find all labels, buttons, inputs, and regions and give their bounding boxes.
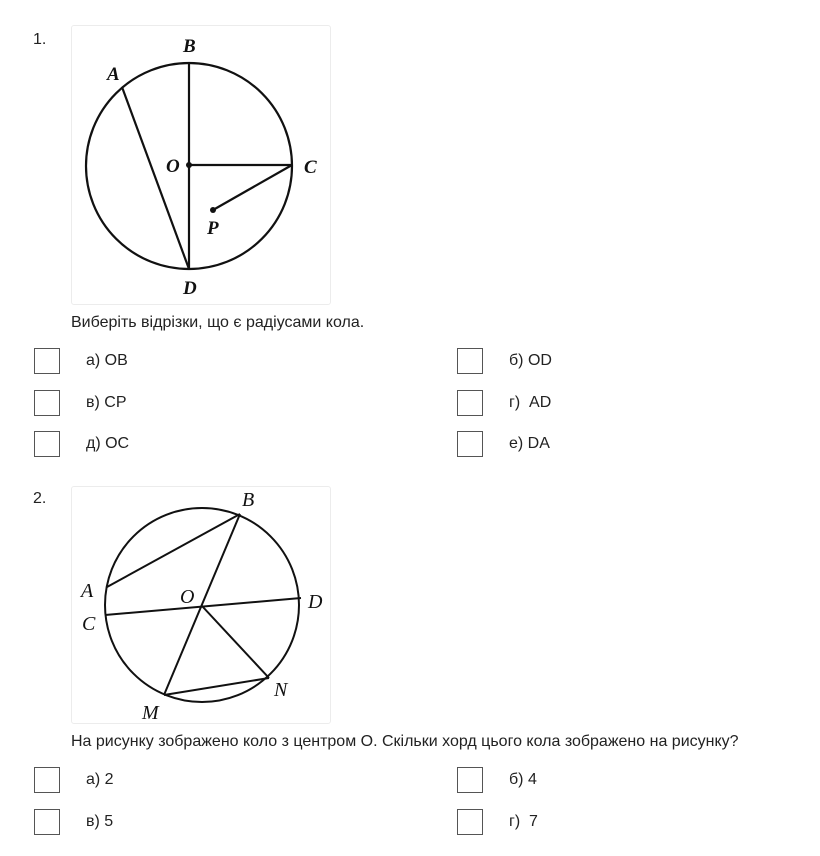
question-2-option-v[interactable]: [34, 809, 113, 835]
question-2-figure: [71, 486, 331, 724]
checkbox[interactable]: [34, 767, 60, 793]
question-2-prompt: На рисунку зображено коло з центром О. Скільки хорд цього кола зображено на рисунку?: [71, 733, 739, 750]
chord-ab: [107, 514, 240, 587]
question-2-number: 2.: [33, 490, 47, 507]
segment-cp: [213, 165, 292, 210]
checkbox[interactable]: [34, 431, 60, 457]
question-2-option-g[interactable]: [457, 809, 538, 835]
question-1-option-a[interactable]: [34, 348, 128, 374]
question-1-option-e[interactable]: [457, 431, 550, 457]
question-1-option-g[interactable]: [457, 390, 551, 416]
label-b: B: [183, 36, 196, 57]
question-1-option-d[interactable]: [34, 431, 129, 457]
checkbox[interactable]: [34, 809, 60, 835]
question-2-option-b[interactable]: [457, 767, 537, 793]
radius-on: [202, 606, 269, 678]
checkbox[interactable]: [457, 809, 483, 835]
label-p: P: [207, 218, 219, 239]
label-d: D: [183, 278, 197, 299]
point-p: [210, 207, 216, 213]
label-c: C: [304, 157, 317, 178]
label-c: C: [82, 613, 96, 635]
checkbox[interactable]: [457, 767, 483, 793]
checkbox[interactable]: [457, 431, 483, 457]
checkbox[interactable]: [34, 390, 60, 416]
circle-diagram-2: [72, 487, 330, 723]
option-label: е) DA: [509, 435, 550, 452]
option-label: г) 7: [509, 813, 538, 830]
question-1-prompt: Виберіть відрізки, що є радіусами кола.: [71, 314, 365, 331]
checkbox[interactable]: [457, 390, 483, 416]
option-label: в) CP: [86, 394, 127, 411]
label-a: A: [107, 64, 120, 85]
option-label: д) OC: [86, 435, 130, 452]
label-o: O: [166, 156, 180, 177]
label-m: M: [142, 702, 159, 723]
label-d: D: [308, 591, 323, 613]
label-b: B: [242, 489, 255, 511]
question-1-option-b[interactable]: [457, 348, 552, 374]
question-2-option-a[interactable]: [34, 767, 114, 793]
option-label: а) OB: [86, 352, 128, 369]
checkbox[interactable]: [34, 348, 60, 374]
segment-ad: [122, 87, 189, 269]
point-o: [186, 162, 192, 168]
option-label: в) 5: [86, 813, 114, 830]
label-n: N: [274, 679, 288, 701]
option-label: г) AD: [509, 394, 552, 411]
question-1-figure: [71, 25, 331, 305]
option-label: б) OD: [509, 352, 552, 369]
question-1-option-v[interactable]: [34, 390, 127, 416]
label-a: A: [81, 580, 94, 602]
question-1-number: 1.: [33, 31, 47, 48]
circle-diagram-1: [72, 26, 330, 304]
option-label: б) 4: [509, 771, 537, 788]
option-label: а) 2: [86, 771, 114, 788]
checkbox[interactable]: [457, 348, 483, 374]
label-o: O: [180, 586, 195, 608]
